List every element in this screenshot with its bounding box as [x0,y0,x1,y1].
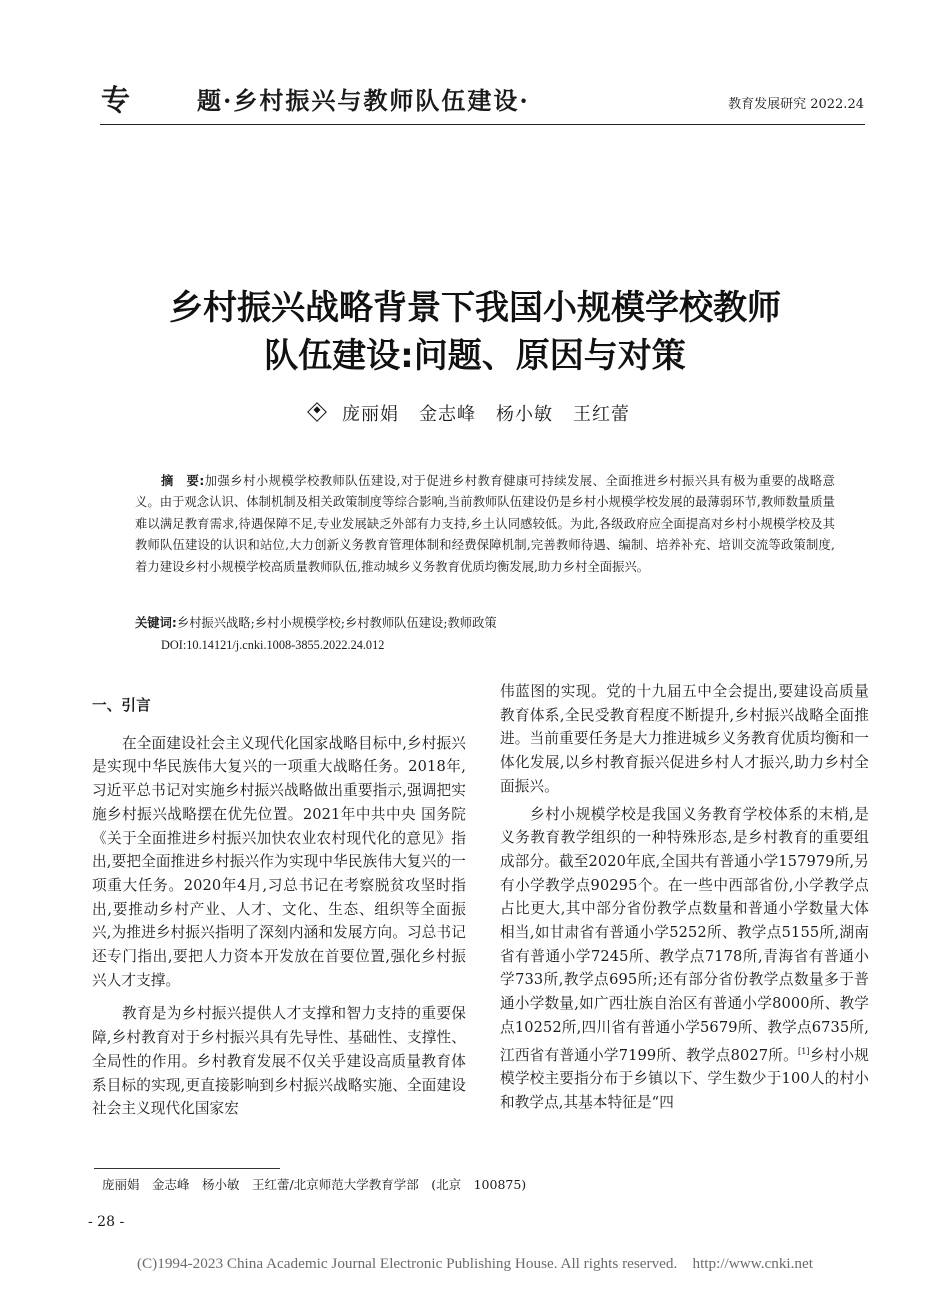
header-series-title: 题·乡村振兴与教师队伍建设· [197,86,530,115]
author-name: 杨小敏 [496,404,553,425]
article-title [80,284,870,380]
author-name: 王红蕾 [573,404,630,425]
diamond-bullet-icon [307,402,327,422]
keywords-label: 关键词: [135,616,177,630]
abstract-label: 摘 要: [161,474,205,488]
author-list [80,402,870,428]
keywords-text: 乡村振兴战略;乡村小规模学校;乡村教师队伍建设;教师政策 [176,616,497,630]
body-paragraph-text: 乡村小规模学校主要指分布于乡镇以下、学生数少于100人的村小和教学点,其基本特征是“四 [500,1046,869,1111]
body-paragraph [500,803,869,1115]
header-section-char: 专 [101,83,131,117]
doi: DOI:10.14121/j.cnki.1008-3855.2022.24.012 [161,638,385,652]
body-column-right [500,680,869,1115]
copyright-notice: (C)1994-2023 China Academic Journal Electronic Publishing House. All rights reserved. http://www.cnki.net [136,1255,813,1272]
article-title-line-1: 乡村振兴战略背景下我国小规模学校教师 [169,288,781,328]
body-column-left [92,694,466,1121]
article-title-line-2: 队伍建设:问题、原因与对策 [264,336,686,376]
body-paragraph: 教育是为乡村振兴提供人才支撑和智力支持的重要保障,乡村教育对于乡村振兴具有先导性、基础性、支撑性、全局性的作用。乡村教育发展不仅关乎建设高质量教育体系目标的实现,更直接影响到乡村振兴战略实施、全面建设社会主义现代化国家宏 [92,1005,466,1118]
header-divider [100,124,865,125]
keywords [135,613,835,633]
citation-ref[interactable]: [1] [797,1046,810,1056]
body-paragraph-text: 乡村小规模学校是我国义务教育学校体系的末梢,是义务教育教学组织的一种特殊形态,是乡村教育的重要组成部分。截至2020年底,全国共有普通小学157979所,另有小学教学点90295个。在一些中西部省份,小学教学点占比更大,其中部分省份教学点数量和普通小学数量大体相当,如甘肃省有普通小学5252所、教学点5155所,湖南省有普通小学7245所、教学点7178所,青海省有普通小学733所,教学点695所;还有部分省份教学点数量多于普通小学数量,如广西壮族自治区有普通小学8000所、教学点10252所,四川省有普通小学5679所、教学点6735所,江西省有普通小学7199所、教学点8027所。 [500,805,869,1064]
author-name: 金志峰 [419,404,476,425]
author-name: 庞丽娟 [342,404,399,425]
body-paragraph: 伟蓝图的实现。党的十九届五中全会提出,要建设高质量教育体系,全民受教育程度不断提升,乡村振兴战略全面推进。当前重要任务是大力推进城乡义务教育优质均衡和一体化发展,以乡村教育振兴促进乡村人才振兴,助力乡村全面振兴。 [500,683,869,795]
page-number: - 28 - [88,1214,125,1230]
body-paragraph: 在全面建设社会主义现代化国家战略目标中,乡村振兴是实现中华民族伟大复兴的一项重大战略任务。2018年,习近平总书记对实施乡村振兴战略做出重要指示,强调把实施乡村振兴战略摆在优先位置。2021年中共中央 国务院《关于全面推进乡村振兴加快农业农村现代化的意见》指出,要把全面推进乡村振兴作为实现中华民族伟大复兴的一项重大任务。2020年4月,习总书记在考察脱贫攻坚时指出,要推动乡村产业、人才、文化、生态、组织等全面振兴,为推进乡村振兴指明了深刻内涵和发展方向。习总书记还专门指出,要把人力资本开发放在首要位置,强化乡村振兴人才支撑。 [92,734,466,989]
author-affiliation-footnote: 庞丽娟 金志峰 杨小敏 王红蕾/北京师范大学教育学部 (北京 100875) [102,1177,527,1192]
abstract [135,471,835,578]
footnote-divider [94,1168,280,1169]
section-heading: 一、引言 [92,697,151,714]
abstract-text: 加强乡村小规模学校教师队伍建设,对于促进乡村教育健康可持续发展、全面推进乡村振兴具有极为重要的战略意义。由于观念认识、体制机制及相关政策制度等综合影响,当前教师队伍建设仍是乡村小规模学校发展的最薄弱环节,教师数量质量难以满足教育需求,待遇保障不足,专业发展缺乏外部有力支持,乡土认同感较低。为此,各级政府应全面提高对乡村小规模学校及其教师队伍建设的认识和站位,大力创新义务教育管理体制和经费保障机制,完善教师待遇、编制、培养补充、培训交流等政策制度,着力建设乡村小规模学校高质量教师队伍,推动城乡义务教育优质均衡发展,助力乡村全面振兴。 [135,474,835,574]
header-journal-issue: 教育发展研究 2022.24 [728,97,864,112]
